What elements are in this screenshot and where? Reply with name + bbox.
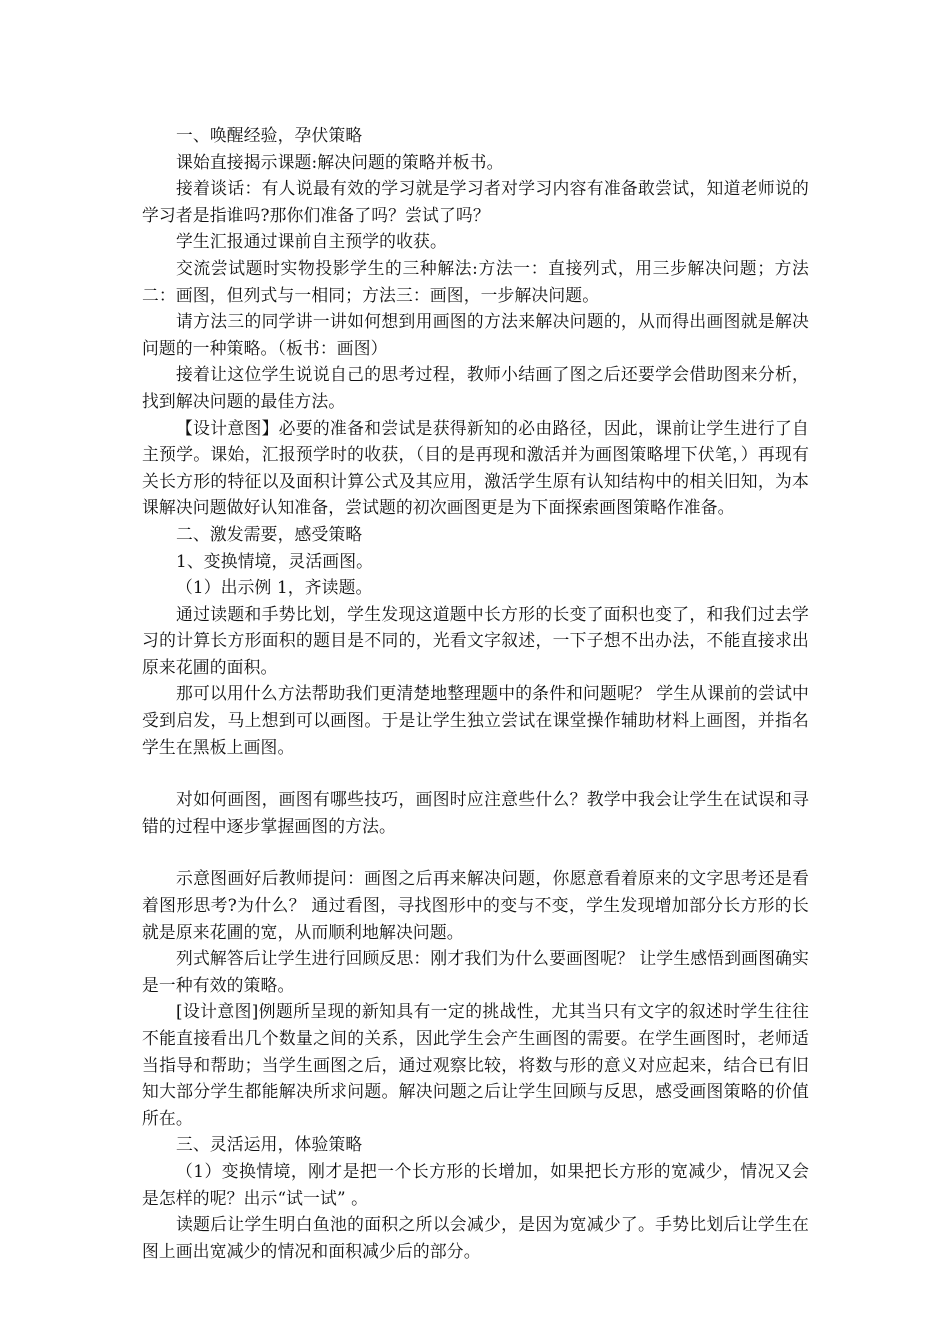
paragraph: （1）变换情境，刚才是把一个长方形的长增加，如果把长方形的宽减少，情况又会是怎样的呢？出示“试一试” 。 (142, 1160, 809, 1208)
subheading: 1、变换情境，灵活画图。 (176, 550, 374, 571)
blank-line (142, 760, 809, 786)
paragraph: 交流尝试题时实物投影学生的三种解法:方法一：直接列式，用三步解决问题；方法二：画图，但列式与一相同；方法三：画图，一步解决问题。 (142, 257, 809, 305)
design-intent-paragraph: 【设计意图】必要的准备和尝试是获得新知的必由路径，因此，课前让学生进行了自主预学。课始，汇报预学时的收获，（目的是再现和激活并为画图策略埋下伏笔，）再现有关长方形的特征以及面积计算公式及其应用，激活学生原有认知结构中的相关旧知，为本课解决问题做好认知准备，尝试题的初次画图更是为下面探索画图策略作准备。 (142, 417, 809, 518)
paragraph: 示意图画好后教师提问：画图之后再来解决问题，你愿意看着原来的文字思考还是看着图形思考?为什么？ 通过看图，寻找图形中的变与不变，学生发现增加部分长方形的长就是原来花圃的宽，从而顺利地解决问题。 (142, 868, 809, 942)
paragraph: 学生汇报通过课前自主预学的收获。 (176, 231, 447, 252)
paragraph: 通过读题和手势比划，学生发现这道题中长方形的长变了面积也变了，和我们过去学习的计算长方形面积的题目是不同的，光看文字叙述，一下子想不出办法，不能直接求出原来花圃的面积。 (142, 603, 809, 677)
paragraph: 接着谈话：有人说最有效的学习就是学习者对学习内容有准备敢尝试，知道老师说的学习者是指谁吗?那你们准备了吗？尝试了吗？ (142, 178, 809, 225)
section-heading-3: 三、灵活运用，体验策略 (176, 1134, 363, 1155)
paragraph: 读题后让学生明白鱼池的面积之所以会减少，是因为宽减少了。手势比划后让学生在图上画出宽减少的情况和面积减少后的部分。 (142, 1214, 809, 1261)
blank-line (142, 839, 809, 865)
subheading: （1）出示例 1，齐读题。 (176, 577, 373, 598)
section-heading-1: 一、唤醒经验，孕伏策略 (176, 125, 363, 145)
design-intent-paragraph: [设计意图]例题所呈现的新知具有一定的挑战性，尤其当只有文字的叙述时学生往往不能直接看出几个数量之间的关系，因此学生会产生画图的需要。在学生画图时，老师适当指导和帮助；当学生画图之后，通过观察比较，将数与形的意义对应起来，结合已有旧知大部分学生都能解决所求问题。解决问题之后让学生回顾与反思，感受画图策略的价值所在。 (142, 1001, 809, 1128)
paragraph: 接着让这位学生说说自己的思考过程，教师小结画了图之后还要学会借助图来分析，找到解决问题的最佳方法。 (142, 364, 809, 411)
section-heading-2: 二、激发需要，感受策略 (176, 523, 363, 544)
paragraph: 那可以用什么方法帮助我们更清楚地整理题中的条件和问题呢？ 学生从课前的尝试中受到启发，马上想到可以画图。于是让学生独立尝试在课堂操作辅助材料上画图，并指名学生在黑板上画图。 (142, 683, 809, 757)
document-body (142, 122, 809, 1264)
paragraph: 列式解答后让学生进行回顾反思：刚才我们为什么要画图呢？ 让学生感悟到画图确实是一种有效的策略。 (142, 948, 809, 995)
paragraph: 课始直接揭示课题:解决问题的策略并板书。 (176, 151, 504, 172)
paragraph: 请方法三的同学讲一讲如何想到用画图的方法来解决问题的，从而得出画图就是解决问题的一种策略。（板书：画图） (142, 311, 809, 358)
paragraph: 对如何画图，画图有哪些技巧，画图时应注意些什么？教学中我会让学生在试误和寻错的过程中逐步掌握画图的方法。 (142, 789, 809, 836)
